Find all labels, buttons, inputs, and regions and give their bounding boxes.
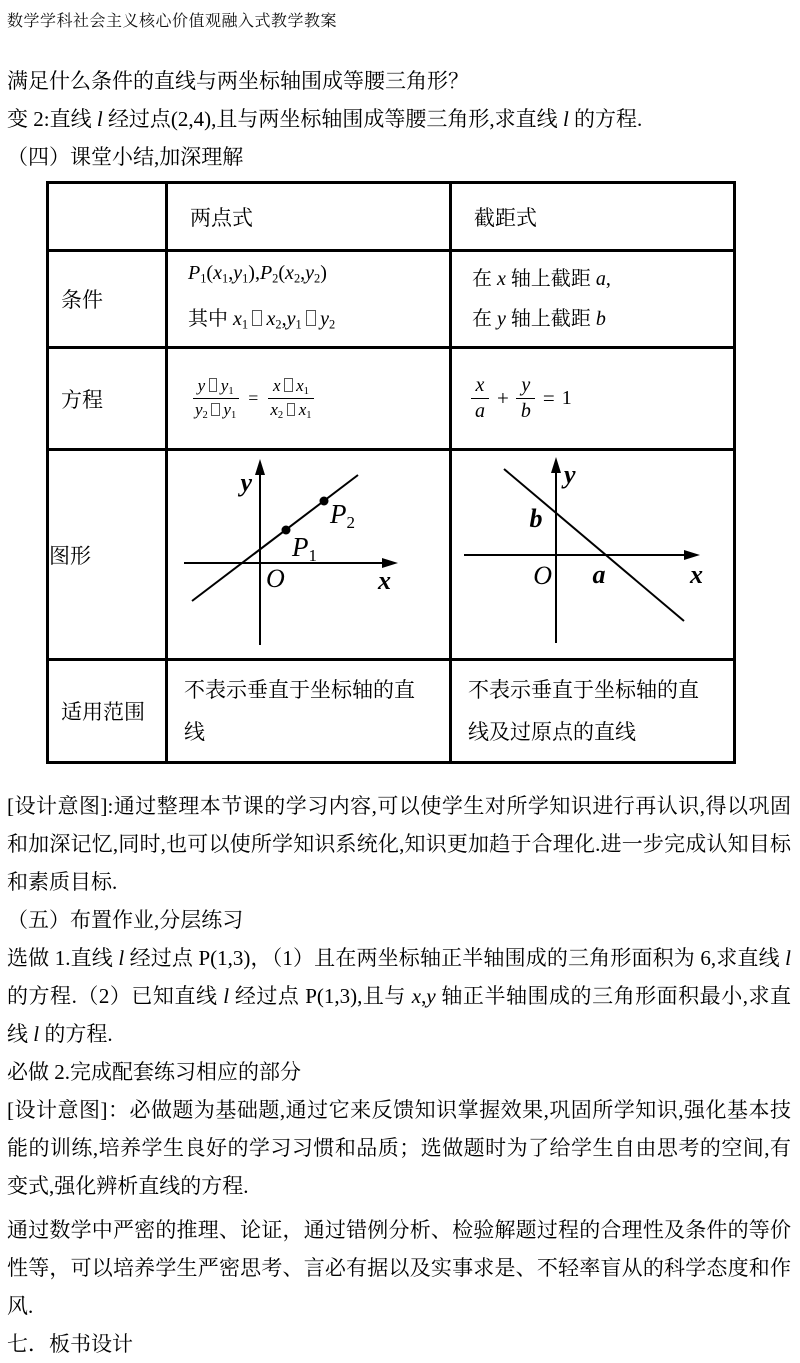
plus-sign: + [497,386,509,410]
intro-section [7,62,793,176]
row-label-equation: 方程 [48,348,167,450]
origin-label: O [266,563,285,593]
doc-title: 数学学科社会主义核心价值观融入式教学教案 [7,13,338,30]
comparison-table [46,181,736,764]
homework-required: 必做 2.完成配套练习相应的部分 [7,1060,301,1084]
design-intent-2: [设计意图]：必做题为基础题,通过它来反馈知识掌握效果,巩固所学知识,强化基本技能的训练,培养学生良好的学习习惯和品质；选做题时为了给学生自由思考的空间,有变式,强化辨析直线的方程. [7,1098,791,1198]
x-axis-label: x [690,559,703,589]
row-label-scope: 适用范围 [48,660,167,763]
row-label-graph: 图形 [48,450,167,660]
y-axis-label: y [564,459,576,489]
comparison-table-wrap [46,181,736,764]
homework-optional: 选做 1.直线 l 经过点 P(1,3)，（1）且在两坐标轴正半轴围成的三角形面积为 6,求直线 l 的方程.（2）已知直线 l 经过点 P(1,3),且与 x,y 轴正半轴围成的三角形面积最小,求直线 l 的方程. [7,946,792,1046]
section5-heading: （五）布置作业,分层练习 [7,908,244,932]
y-intercept-label: b [529,503,543,533]
variant2-line: 变 2:直线 l 经过点(2,4),且与两坐标轴围成等腰三角形,求直线 l 的方程. [7,107,643,131]
scope-row [48,660,735,763]
condition-two-point-line2: 其中 $x_1$ $x_2,y_1$ $y_2$ [188,308,336,332]
corner-cell [48,183,167,251]
table-header-row [48,183,735,251]
condition-row [48,251,735,348]
fraction-y: $\frac{y y_1}{y_2 y_1}$ [190,376,241,421]
col-header-intercept: 截距式 [451,183,735,251]
equation-row [48,348,735,450]
graph-two-point-cell [167,450,451,660]
scope-intercept-cell: 不表示垂直于坐标轴的直线及过原点的直线 [451,660,735,763]
fraction-x-over-a: $\frac{x}{a}$ [470,374,490,423]
point-p1-label: P1 [292,531,317,565]
x-axis-label: x [378,565,391,595]
fraction-x: $\frac{x x_1}{x_2 x_1}$ [265,376,316,421]
fraction-y-over-b: $\frac{y}{b}$ [516,374,536,423]
condition-two-point-line1: $P_1(x_1,y_1),P_2(x_2,y_2)$ [188,262,327,286]
two-point-equation [168,376,449,421]
question-line: 满足什么条件的直线与两坐标轴围成等腰三角形？ [7,69,469,93]
equals-sign: = [248,388,259,408]
closing-section [7,787,791,1363]
row-label-condition: 条件 [48,251,167,348]
two-point-graph [168,453,446,657]
condition-intercept-line2: 在 y 轴上截距 b [472,308,606,330]
y-axis-label: y [240,467,252,497]
moral-paragraph: 通过数学中严密的推理、论证，通过错例分析、检验解题过程的合理性及条件的等价性等，可以培养学生严密思考、言必有据以及实事求是、不轻率盲从的科学态度和作风. [7,1218,791,1318]
equation-intercept-cell [451,348,735,450]
condition-intercept-line1: 在 x 轴上截距 a, [472,268,611,290]
section7-heading: 七．板书设计 [7,1332,133,1356]
col-header-two-point: 两点式 [167,183,451,251]
one-value: 1 [561,387,572,409]
intercept-graph [452,453,730,657]
origin-label: O [533,560,552,590]
equals-sign: = [542,386,555,410]
x-intercept-label: a [592,559,606,589]
condition-intercept-cell [451,251,735,348]
intercept-equation [452,374,733,423]
point-p2-label: P2 [330,498,355,532]
design-intent-1: [设计意图]:通过整理本节课的学习内容,可以使学生对所学知识进行再认识,得以巩固和加深记忆,同时,也可以使所学知识系统化,知识更加趋于合理化.进一步完成认知目标和素质目标. [7,794,791,894]
section4-heading: （四）课堂小结,加深理解 [7,145,244,169]
equation-two-point-cell [167,348,451,450]
scope-two-point-cell: 不表示垂直于坐标轴的直线 [167,660,451,763]
condition-two-point-cell [167,251,451,348]
graph-intercept-cell [451,450,735,660]
graph-row [48,450,735,660]
